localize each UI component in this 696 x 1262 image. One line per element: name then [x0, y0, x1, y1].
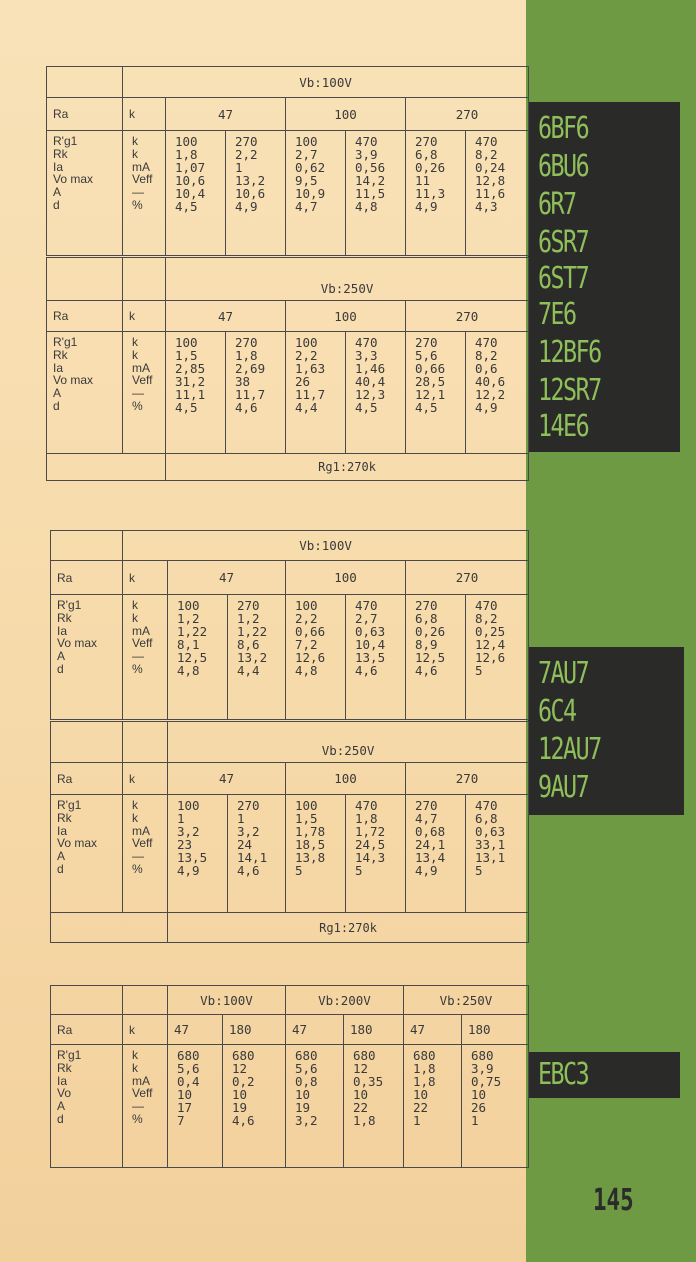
tube-name: EBC3	[538, 1057, 589, 1092]
value-column: 270 6,8 0,26 11 11,3 4,9	[406, 131, 466, 257]
ra-value: 47	[168, 561, 286, 595]
value-column: 470 1,8 1,72 24,5 14,3 5	[346, 795, 406, 913]
value-column: 270 1 3,2 24 14,1 4,6	[228, 795, 286, 913]
value-column: 470 3,3 1,46 40,4 12,3 4,5	[346, 332, 406, 454]
tube-name: 6R7	[538, 187, 576, 222]
tube-name: 12BF6	[538, 335, 601, 370]
value-column: 100 1,5 2,85 31,2 11,1 4,5	[166, 332, 226, 454]
vb-header: Vb:250V	[166, 257, 529, 301]
value-column: 270 2,2 1 13,2 10,6 4,9	[226, 131, 286, 257]
page-number: 145	[593, 1183, 634, 1218]
value-column: 100 2,7 0,62 9,5 10,9 4,7	[286, 131, 346, 257]
tube-label-box-1	[528, 102, 680, 452]
vb-header: Vb:250V	[168, 721, 529, 763]
param-units: k k mA Veff — %	[123, 332, 166, 454]
value-column: 470 3,9 0,56 14,2 11,5 4,8	[346, 131, 406, 257]
value-column: 100 1,5 1,78 18,5 13,8 5	[286, 795, 346, 913]
ra-value: 100	[286, 763, 406, 795]
param-labels: R'g1 Rk Ia Vo max A d	[51, 795, 123, 913]
tube-name: 6ST7	[538, 261, 589, 296]
param-units: k k mA Veff — %	[123, 1045, 168, 1168]
value-column: 100 2,2 0,66 7,2 12,6 4,8	[286, 595, 346, 721]
tube-label-box-3	[528, 1052, 680, 1098]
value-column: 100 1,2 1,22 8,1 12,5 4,8	[168, 595, 228, 721]
rg1-footer: Rg1:270k	[168, 913, 529, 943]
value-column: 680 5,6 0,8 10 19 3,2	[286, 1045, 344, 1168]
tube-name: 12SR7	[538, 373, 601, 408]
ra-label: Ra	[51, 1015, 123, 1045]
ra-value: 47	[286, 1015, 344, 1045]
value-column: 680 3,9 0,75 10 26 1	[462, 1045, 529, 1168]
tube-name: 12AU7	[538, 732, 601, 767]
data-table-2	[50, 530, 529, 943]
ra-unit: k	[123, 561, 168, 595]
value-column: 470 2,7 0,63 10,4 13,5 4,6	[346, 595, 406, 721]
data-table-3	[50, 985, 529, 1168]
ra-value: 180	[223, 1015, 286, 1045]
ra-value: 180	[462, 1015, 529, 1045]
value-column: 270 4,7 0,68 24,1 13,4 4,9	[406, 795, 466, 913]
value-column: 680 5,6 0,4 10 17 7	[168, 1045, 223, 1168]
param-labels: R'g1 Rk Ia Vo max A d	[47, 332, 123, 454]
ra-unit: k	[123, 301, 166, 332]
value-column: 470 8,2 0,6 40,6 12,2 4,9	[466, 332, 529, 454]
value-column: 270 6,8 0,26 8,9 12,5 4,6	[406, 595, 466, 721]
ra-value: 47	[166, 301, 286, 332]
value-column: 100 1,8 1,07 10,6 10,4 4,5	[166, 131, 226, 257]
tube-name: 9AU7	[538, 770, 589, 805]
vb-header: Vb:250V	[404, 986, 529, 1015]
param-labels: R'g1 Rk Ia Vo A d	[51, 1045, 123, 1168]
value-column: 680 12 0,2 10 19 4,6	[223, 1045, 286, 1168]
value-column: 680 1,8 1,8 10 22 1	[404, 1045, 462, 1168]
param-units: k k mA Veff — %	[123, 595, 168, 721]
value-column: 270 1,2 1,22 8,6 13,2 4,4	[228, 595, 286, 721]
data-table-1	[46, 66, 529, 481]
vb-header: Vb:100V	[168, 986, 286, 1015]
ra-value: 270	[406, 301, 529, 332]
tube-label-box-2	[528, 647, 684, 815]
value-column: 100 1 3,2 23 13,5 4,9	[168, 795, 228, 913]
ra-label: Ra	[51, 763, 123, 795]
ra-unit: k	[123, 763, 168, 795]
param-labels: R'g1 Rk Ia Vo max A d	[47, 131, 123, 257]
tube-name: 7AU7	[538, 656, 589, 691]
ra-value: 100	[286, 561, 406, 595]
value-column: 470 8,2 0,25 12,4 12,6 5	[466, 595, 529, 721]
ra-value: 270	[406, 561, 529, 595]
tube-name: 6C4	[538, 694, 576, 729]
ra-value: 270	[406, 763, 529, 795]
ra-value: 47	[168, 1015, 223, 1045]
value-column: 270 5,6 0,66 28,5 12,1 4,5	[406, 332, 466, 454]
ra-label: Ra	[47, 98, 123, 131]
tube-name: 6SR7	[538, 225, 589, 260]
ra-value: 100	[286, 301, 406, 332]
ra-value: 100	[286, 98, 406, 131]
value-column: 270 1,8 2,69 38 11,7 4,6	[226, 332, 286, 454]
ra-label: Ra	[47, 301, 123, 332]
ra-value: 180	[344, 1015, 404, 1045]
ra-unit: k	[123, 98, 166, 131]
ra-label: Ra	[51, 561, 123, 595]
tube-name: 14E6	[538, 409, 589, 444]
value-column: 680 12 0,35 10 22 1,8	[344, 1045, 404, 1168]
ra-unit: k	[123, 1015, 168, 1045]
value-column: 470 8,2 0,24 12,8 11,6 4,3	[466, 131, 529, 257]
ra-value: 47	[404, 1015, 462, 1045]
value-column: 470 6,8 0,63 33,1 13,1 5	[466, 795, 529, 913]
tube-name: 6BF6	[538, 111, 589, 146]
ra-value: 47	[166, 98, 286, 131]
param-labels: R'g1 Rk Ia Vo max A d	[51, 595, 123, 721]
vb-header: Vb:200V	[286, 986, 404, 1015]
tube-name: 6BU6	[538, 149, 589, 184]
param-units: k k mA Veff — %	[123, 131, 166, 257]
value-column: 100 2,2 1,63 26 11,7 4,4	[286, 332, 346, 454]
tube-name: 7E6	[538, 297, 576, 332]
ra-value: 47	[168, 763, 286, 795]
rg1-footer: Rg1:270k	[166, 454, 529, 481]
vb-header: Vb:100V	[123, 67, 529, 98]
ra-value: 270	[406, 98, 529, 131]
param-units: k k mA Veff — %	[123, 795, 168, 913]
vb-header: Vb:100V	[123, 531, 529, 561]
